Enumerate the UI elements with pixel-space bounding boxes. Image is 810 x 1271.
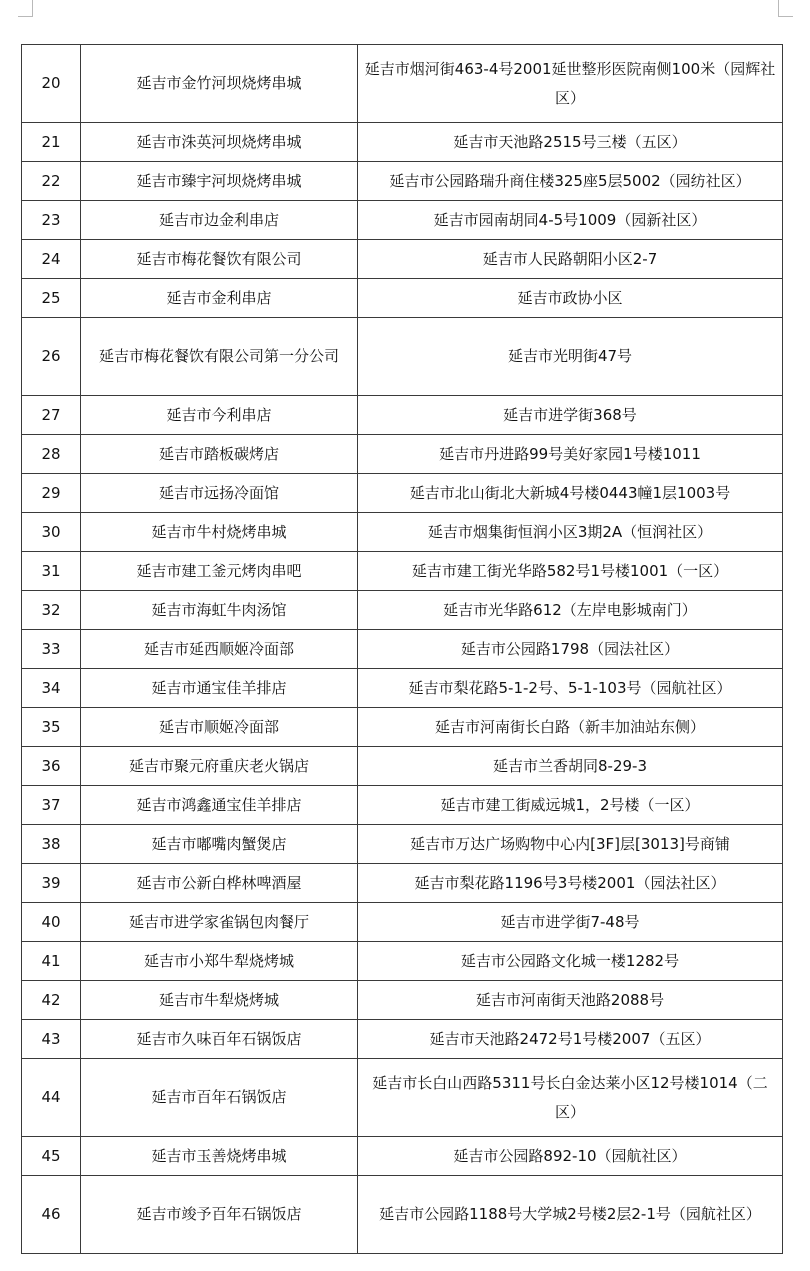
shop-address: 延吉市烟集街恒润小区3期2A（恒润社区） [358,513,783,552]
shop-address: 延吉市政协小区 [358,279,783,318]
shop-address: 延吉市梨花路5-1-2号、5-1-103号（园航社区） [358,669,783,708]
shop-name: 延吉市牛村烧烤串城 [81,513,358,552]
shop-address: 延吉市长白山西路5311号长白金达莱小区12号楼1014（二区） [358,1059,783,1137]
row-number: 26 [22,318,81,396]
restaurant-table-body [22,45,783,1254]
shop-name: 延吉市梅花餐饮有限公司第一分公司 [81,318,358,396]
row-number: 37 [22,786,81,825]
shop-name: 延吉市金利串店 [81,279,358,318]
table-row [22,591,783,630]
row-number: 40 [22,903,81,942]
shop-address: 延吉市建工街光华路582号1号楼1001（一区） [358,552,783,591]
table-row [22,396,783,435]
row-number: 24 [22,240,81,279]
row-number: 35 [22,708,81,747]
shop-name: 延吉市玉善烧烤串城 [81,1137,358,1176]
shop-name: 延吉市牛犁烧烤城 [81,981,358,1020]
row-number: 39 [22,864,81,903]
table-row [22,708,783,747]
table-row [22,825,783,864]
row-number: 41 [22,942,81,981]
shop-address: 延吉市公园路892-10（园航社区） [358,1137,783,1176]
shop-name: 延吉市延西顺姬冷面部 [81,630,358,669]
row-number: 20 [22,45,81,123]
table-row [22,201,783,240]
row-number: 38 [22,825,81,864]
table-row [22,123,783,162]
row-number: 29 [22,474,81,513]
table-row [22,513,783,552]
table-row [22,474,783,513]
page-corner-mark-left [18,0,33,17]
shop-name: 延吉市臻宇河坝烧烤串城 [81,162,358,201]
shop-name: 延吉市嘟嘴肉蟹煲店 [81,825,358,864]
page-corner-mark-right [778,0,793,17]
row-number: 30 [22,513,81,552]
row-number: 28 [22,435,81,474]
shop-name: 延吉市今利串店 [81,396,358,435]
table-row [22,786,783,825]
table-row [22,318,783,396]
row-number: 23 [22,201,81,240]
shop-address: 延吉市进学街368号 [358,396,783,435]
shop-name: 延吉市洙英河坝烧烤串城 [81,123,358,162]
shop-name: 延吉市海虹牛肉汤馆 [81,591,358,630]
table-row [22,903,783,942]
shop-address: 延吉市天池路2515号三楼（五区） [358,123,783,162]
shop-address: 延吉市兰香胡同8-29-3 [358,747,783,786]
table-row [22,240,783,279]
shop-name: 延吉市鸿鑫通宝佳羊排店 [81,786,358,825]
table-row [22,669,783,708]
row-number: 32 [22,591,81,630]
shop-address: 延吉市公园路1188号大学城2号楼2层2-1号（园航社区） [358,1176,783,1254]
shop-address: 延吉市河南街长白路（新丰加油站东侧） [358,708,783,747]
shop-address: 延吉市梨花路1196号3号楼2001（园法社区） [358,864,783,903]
row-number: 36 [22,747,81,786]
shop-name: 延吉市远扬冷面馆 [81,474,358,513]
shop-address: 延吉市建工街威远城1，2号楼（一区） [358,786,783,825]
table-row [22,162,783,201]
shop-name: 延吉市久味百年石锅饭店 [81,1020,358,1059]
row-number: 44 [22,1059,81,1137]
shop-address: 延吉市丹进路99号美好家园1号楼1011 [358,435,783,474]
table-row [22,747,783,786]
row-number: 34 [22,669,81,708]
row-number: 46 [22,1176,81,1254]
table-row [22,1176,783,1254]
shop-address: 延吉市公园路文化城一楼1282号 [358,942,783,981]
shop-name: 延吉市踏板碳烤店 [81,435,358,474]
shop-name: 延吉市通宝佳羊排店 [81,669,358,708]
restaurant-table [21,44,783,1254]
table-row [22,1059,783,1137]
shop-name: 延吉市梅花餐饮有限公司 [81,240,358,279]
row-number: 22 [22,162,81,201]
table-row [22,981,783,1020]
table-row [22,864,783,903]
table-row [22,45,783,123]
table-row [22,942,783,981]
row-number: 45 [22,1137,81,1176]
row-number: 27 [22,396,81,435]
table-row [22,279,783,318]
shop-name: 延吉市金竹河坝烧烤串城 [81,45,358,123]
table-row [22,630,783,669]
table-row [22,552,783,591]
shop-name: 延吉市边金利串店 [81,201,358,240]
shop-address: 延吉市万达广场购物中心内[3F]层[3013]号商铺 [358,825,783,864]
row-number: 31 [22,552,81,591]
shop-address: 延吉市光华路612（左岸电影城南门） [358,591,783,630]
shop-name: 延吉市建工釜元烤肉串吧 [81,552,358,591]
shop-address: 延吉市公园路瑞升商住楼325座5层5002（园纺社区） [358,162,783,201]
shop-name: 延吉市进学家雀锅包肉餐厅 [81,903,358,942]
shop-address: 延吉市烟河街463-4号2001延世整形医院南侧100米（园辉社区） [358,45,783,123]
shop-address: 延吉市光明街47号 [358,318,783,396]
shop-address: 延吉市进学街7-48号 [358,903,783,942]
shop-name: 延吉市竣予百年石锅饭店 [81,1176,358,1254]
row-number: 21 [22,123,81,162]
row-number: 42 [22,981,81,1020]
row-number: 43 [22,1020,81,1059]
shop-address: 延吉市园南胡同4-5号1009（园新社区） [358,201,783,240]
table-row [22,1020,783,1059]
shop-address: 延吉市公园路1798（园法社区） [358,630,783,669]
shop-name: 延吉市公新白桦林啤酒屋 [81,864,358,903]
shop-address: 延吉市人民路朝阳小区2-7 [358,240,783,279]
shop-address: 延吉市河南街天池路2088号 [358,981,783,1020]
table-row [22,1137,783,1176]
shop-address: 延吉市天池路2472号1号楼2007（五区） [358,1020,783,1059]
table-row [22,435,783,474]
shop-name: 延吉市小郑牛犁烧烤城 [81,942,358,981]
shop-name: 延吉市聚元府重庆老火锅店 [81,747,358,786]
shop-name: 延吉市百年石锅饭店 [81,1059,358,1137]
shop-name: 延吉市顺姬冷面部 [81,708,358,747]
shop-address: 延吉市北山街北大新城4号楼0443幢1层1003号 [358,474,783,513]
row-number: 25 [22,279,81,318]
row-number: 33 [22,630,81,669]
